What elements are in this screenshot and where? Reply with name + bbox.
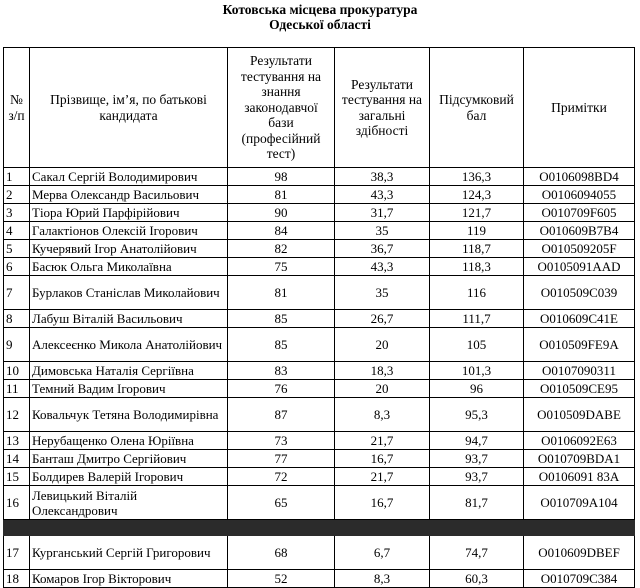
table-row — [4, 468, 635, 486]
row-note: O010509FE9A — [524, 328, 635, 362]
row-note: O010609B7B4 — [524, 222, 635, 240]
table-row — [4, 204, 635, 222]
row-law-score: 85 — [228, 328, 335, 362]
row-law-score: 52 — [228, 570, 335, 588]
row-name: Болдирев Валерій Ігорович — [30, 468, 228, 486]
table-header-row — [4, 48, 635, 168]
table-row — [4, 398, 635, 432]
row-note: O0106092E63 — [524, 432, 635, 450]
row-law-score: 84 — [228, 222, 335, 240]
row-num: 13 — [4, 432, 30, 450]
row-general-score: 31,7 — [335, 204, 430, 222]
row-num: 4 — [4, 222, 30, 240]
row-name: Нерубащенко Олена Юріївна — [30, 432, 228, 450]
row-general-score: 16,7 — [335, 450, 430, 468]
row-total: 96 — [430, 380, 524, 398]
row-law-score: 65 — [228, 486, 335, 520]
row-general-score: 20 — [335, 380, 430, 398]
row-name: Банташ Дмитро Сергійович — [30, 450, 228, 468]
row-num: 12 — [4, 398, 30, 432]
row-name: Лабуш Віталій Васильович — [30, 310, 228, 328]
row-num: 3 — [4, 204, 30, 222]
row-general-score: 43,3 — [335, 258, 430, 276]
row-general-score: 35 — [335, 276, 430, 310]
row-total: 60,3 — [430, 570, 524, 588]
table-row — [4, 222, 635, 240]
table-row — [4, 362, 635, 380]
table-row — [4, 186, 635, 204]
row-total: 136,3 — [430, 168, 524, 186]
row-num: 5 — [4, 240, 30, 258]
row-num: 9 — [4, 328, 30, 362]
row-general-score: 26,7 — [335, 310, 430, 328]
row-law-score: 72 — [228, 468, 335, 486]
header-num: № з/п — [4, 48, 30, 168]
row-total: 111,7 — [430, 310, 524, 328]
row-law-score: 73 — [228, 432, 335, 450]
row-general-score: 20 — [335, 328, 430, 362]
row-name: Ковальчук Тетяна Володимирівна — [30, 398, 228, 432]
row-num: 8 — [4, 310, 30, 328]
row-num: 1 — [4, 168, 30, 186]
row-note: O010709A104 — [524, 486, 635, 520]
row-law-score: 90 — [228, 204, 335, 222]
row-total: 74,7 — [430, 536, 524, 570]
row-total: 116 — [430, 276, 524, 310]
row-general-score: 21,7 — [335, 432, 430, 450]
row-note: O010509205F — [524, 240, 635, 258]
row-general-score: 18,3 — [335, 362, 430, 380]
divider-bar — [4, 520, 635, 536]
region-title: Одеської області — [269, 17, 371, 32]
row-law-score: 98 — [228, 168, 335, 186]
row-law-score: 85 — [228, 310, 335, 328]
row-name: Алексеєнко Микола Анатолійович — [30, 328, 228, 362]
row-general-score: 43,3 — [335, 186, 430, 204]
results-table — [3, 47, 635, 588]
table-row — [4, 450, 635, 468]
row-note: O010709F605 — [524, 204, 635, 222]
row-law-score: 83 — [228, 362, 335, 380]
row-num: 14 — [4, 450, 30, 468]
row-name: Сакал Сергій Володимирович — [30, 168, 228, 186]
row-note: O010509C039 — [524, 276, 635, 310]
row-general-score: 6,7 — [335, 536, 430, 570]
row-total: 118,7 — [430, 240, 524, 258]
row-general-score: 38,3 — [335, 168, 430, 186]
row-name: Димовська Наталія Сергіївна — [30, 362, 228, 380]
table-row — [4, 380, 635, 398]
table-row — [4, 276, 635, 310]
row-note: O010509DABE — [524, 398, 635, 432]
row-total: 81,7 — [430, 486, 524, 520]
row-name: Комаров Ігор Вікторович — [30, 570, 228, 588]
row-name: Кучерявий Ігор Анатолійович — [30, 240, 228, 258]
row-total: 93,7 — [430, 450, 524, 468]
row-num: 15 — [4, 468, 30, 486]
row-note: O010709BDA1 — [524, 450, 635, 468]
row-total: 101,3 — [430, 362, 524, 380]
row-num: 16 — [4, 486, 30, 520]
row-num: 7 — [4, 276, 30, 310]
row-note: O0106094055 — [524, 186, 635, 204]
table-row — [4, 258, 635, 276]
row-general-score: 21,7 — [335, 468, 430, 486]
row-general-score: 35 — [335, 222, 430, 240]
row-general-score: 8,3 — [335, 570, 430, 588]
row-name: Бурлаков Станіслав Миколайович — [30, 276, 228, 310]
row-general-score: 36,7 — [335, 240, 430, 258]
table-row — [4, 168, 635, 186]
row-law-score: 81 — [228, 276, 335, 310]
row-note: O010609C41E — [524, 310, 635, 328]
row-name: Басюк Ольга Миколаївна — [30, 258, 228, 276]
row-name: Галактіонов Олексій Ігорович — [30, 222, 228, 240]
row-note: O0106098BD4 — [524, 168, 635, 186]
header-general-test: Результати тестування на загальні здібності — [335, 48, 430, 168]
header-total: Підсумковий бал — [430, 48, 524, 168]
row-total: 121,7 — [430, 204, 524, 222]
passing-threshold-divider — [4, 520, 635, 536]
row-name: Темний Вадим Ігорович — [30, 380, 228, 398]
row-note: O0106091 83A — [524, 468, 635, 486]
table-row — [4, 486, 635, 520]
table-row — [4, 432, 635, 450]
row-general-score: 16,7 — [335, 486, 430, 520]
row-name: Мерва Олександр Васильович — [30, 186, 228, 204]
row-name: Левицький Віталій Олександрович — [30, 486, 228, 520]
row-total: 124,3 — [430, 186, 524, 204]
row-note: O010709C384 — [524, 570, 635, 588]
row-note: O0105091AAD — [524, 258, 635, 276]
row-num: 2 — [4, 186, 30, 204]
table-row — [4, 310, 635, 328]
row-law-score: 87 — [228, 398, 335, 432]
header-name: Прізвище, ім’я, по батькові кандидата — [30, 48, 228, 168]
row-num: 18 — [4, 570, 30, 588]
row-total: 93,7 — [430, 468, 524, 486]
row-note: O010609DBEF — [524, 536, 635, 570]
row-law-score: 68 — [228, 536, 335, 570]
table-row — [4, 240, 635, 258]
table-row — [4, 570, 635, 588]
row-law-score: 77 — [228, 450, 335, 468]
header-law-test: Результати тестування на знання законодавчої бази (професійний тест) — [228, 48, 335, 168]
row-num: 11 — [4, 380, 30, 398]
prosecutor-office-title: Котовська місцева прокуратура — [222, 2, 418, 17]
row-note: O010509CE95 — [524, 380, 635, 398]
row-total: 95,3 — [430, 398, 524, 432]
row-law-score: 75 — [228, 258, 335, 276]
table-row — [4, 536, 635, 570]
row-num: 10 — [4, 362, 30, 380]
row-total: 119 — [430, 222, 524, 240]
row-law-score: 81 — [228, 186, 335, 204]
row-total: 94,7 — [430, 432, 524, 450]
row-name: Курганський Сергій Григорович — [30, 536, 228, 570]
row-general-score: 8,3 — [335, 398, 430, 432]
table-row — [4, 328, 635, 362]
row-law-score: 76 — [228, 380, 335, 398]
row-note: O0107090311 — [524, 362, 635, 380]
row-law-score: 82 — [228, 240, 335, 258]
row-total: 105 — [430, 328, 524, 362]
row-num: 17 — [4, 536, 30, 570]
row-total: 118,3 — [430, 258, 524, 276]
header-notes: Примітки — [524, 48, 635, 168]
row-num: 6 — [4, 258, 30, 276]
row-name: Тіора Юрий Парфірійович — [30, 204, 228, 222]
